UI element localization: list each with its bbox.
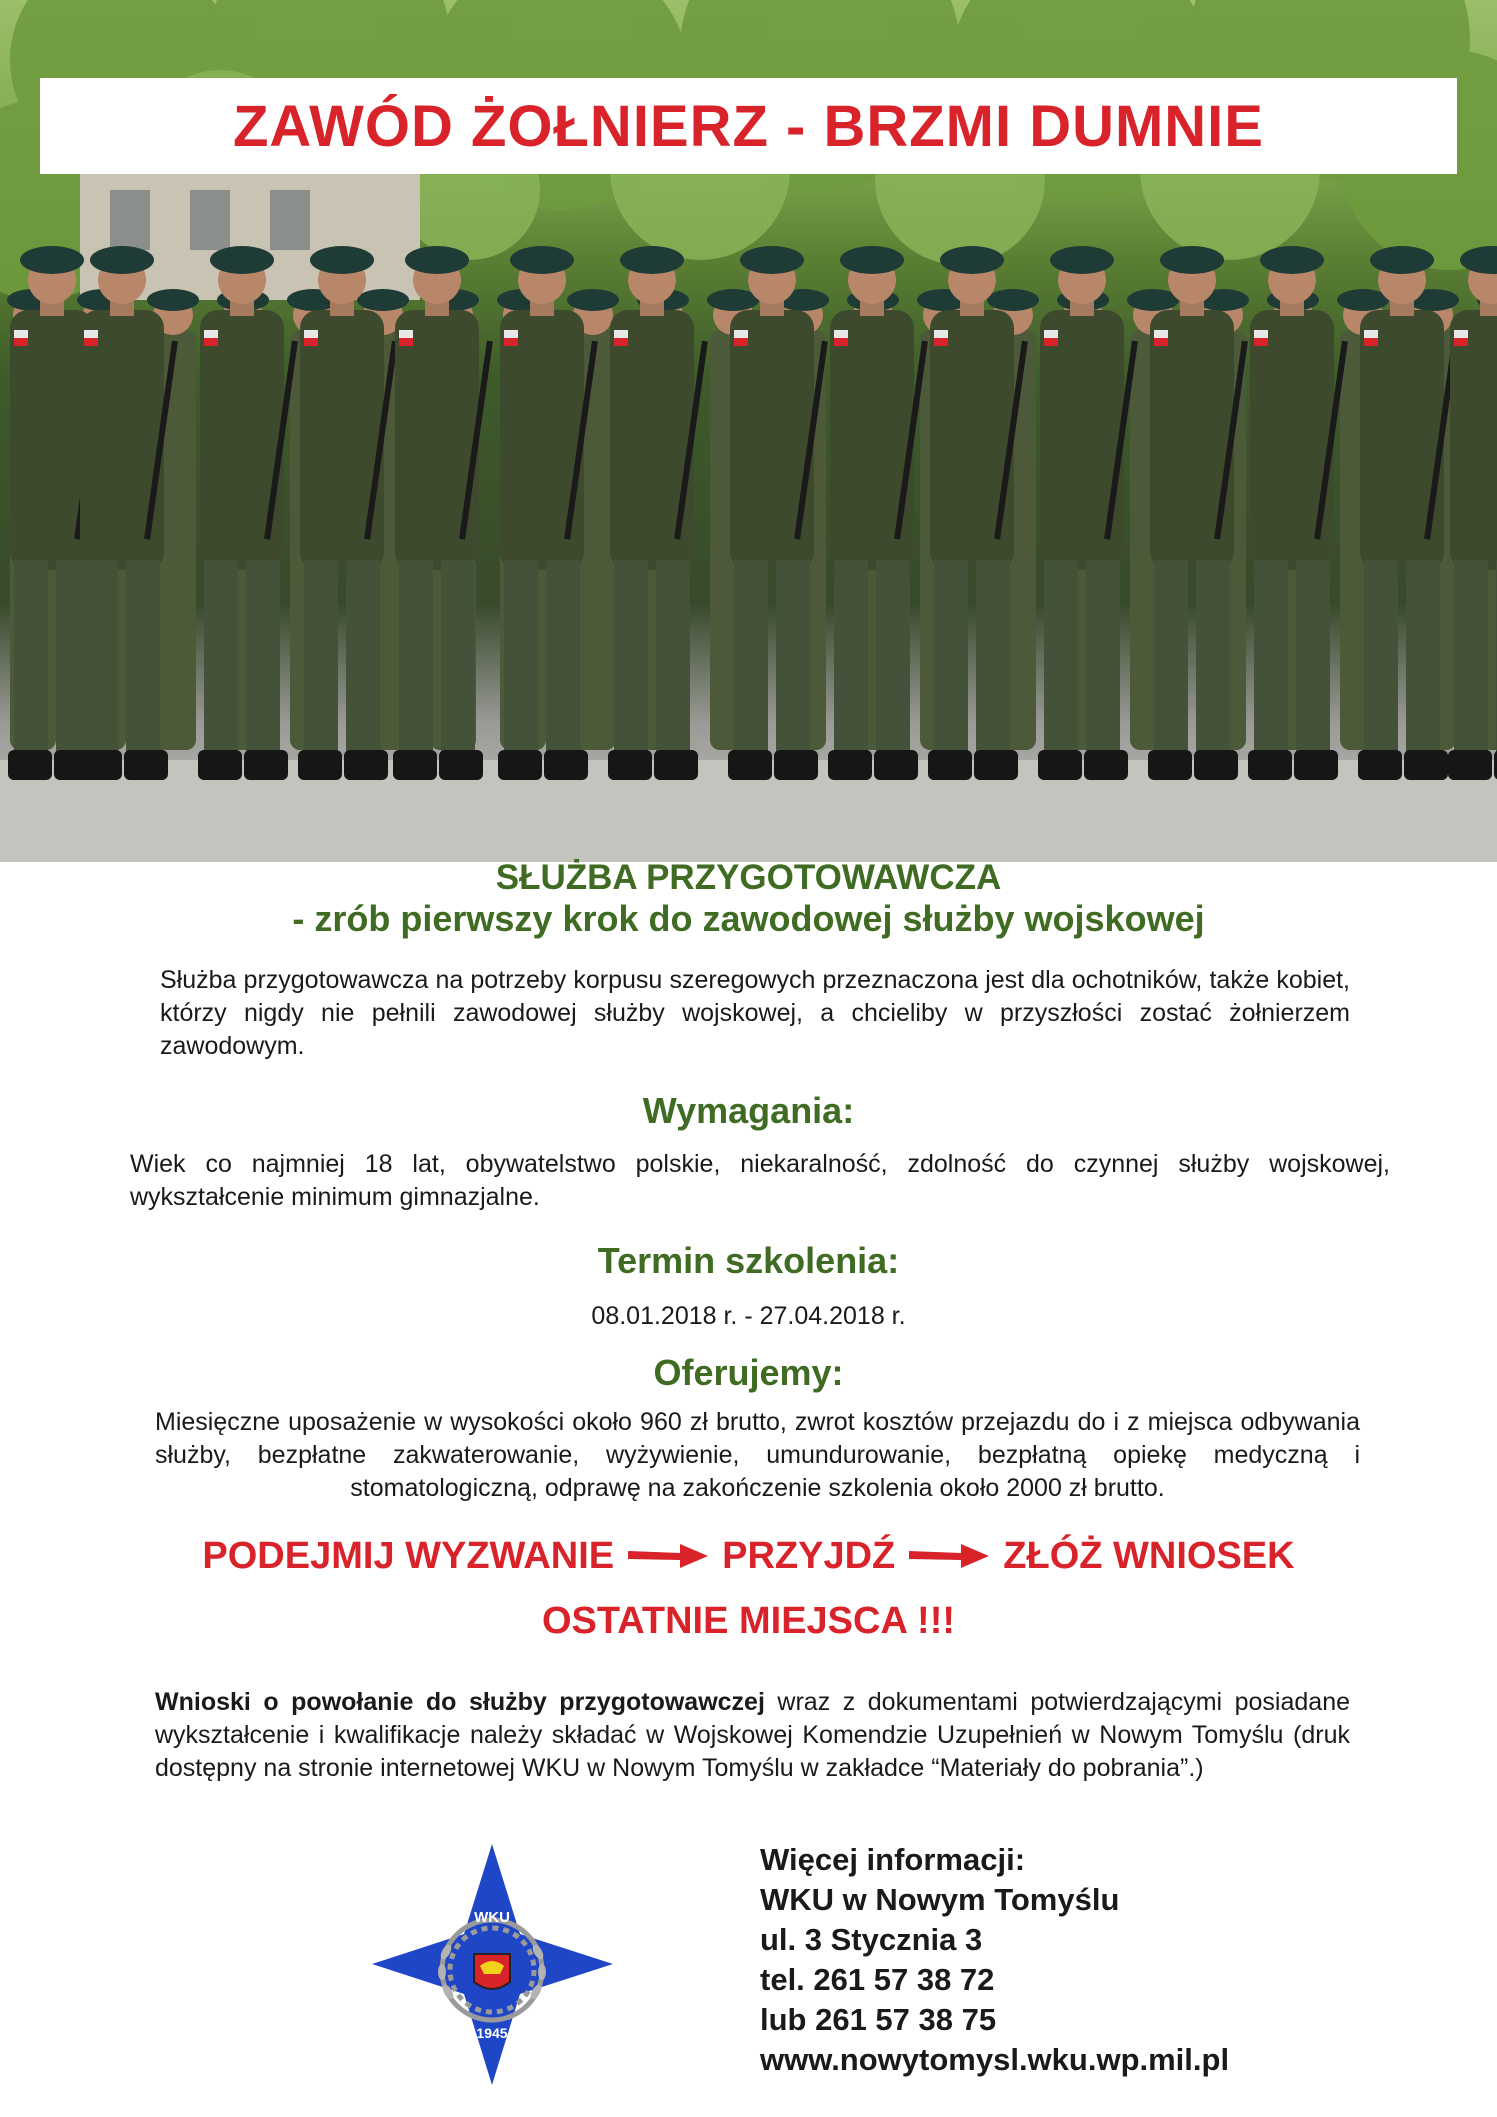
last-places-notice: OSTATNIE MIEJSCA !!!	[541, 1600, 956, 1642]
cta-step-challenge: PODEJMIJ WYZWANIE	[202, 1534, 615, 1577]
application-bold: Wnioski o powołanie do służby przygotowawczej	[155, 1688, 765, 1716]
offer-text: Miesięczne uposażenie w wysokości około 960 zł brutto, zwrot kosztów przejazdu do i z miejsca odbywania służby, bezpłatne zakwaterowanie, wyżywienie, umundurowanie, bezpłatną opiekę medyczną i stomatologiczną, odprawę na zakończenie szkolenia około 2000 zł brutto.	[155, 1408, 1360, 1502]
cta-step-apply: ZŁÓŻ WNIOSEK	[1003, 1534, 1295, 1577]
wku-emblem-icon	[370, 1842, 615, 2087]
offer-heading: Oferujemy:	[653, 1352, 844, 1393]
intro-paragraph: Służba przygotowawcza na potrzeby korpusu szeregowych przeznaczona jest dla ochotników, także kobiet, którzy nigdy nie pełnili zawodowej służby wojskowej, a chcieliby w przyszłości zostać żołnierzem zawodowym.	[160, 966, 1350, 1060]
training-heading: Termin szkolenia:	[597, 1240, 900, 1281]
application-paragraph	[155, 1686, 1350, 1785]
cta-row	[0, 1528, 1497, 1584]
page-title: ZAWÓD ŻOŁNIERZ - BRZMI DUMNIE	[232, 93, 1264, 159]
section-title: SŁUŻBA PRZYGOTOWAWCZA	[495, 858, 1002, 897]
requirements-text: Wiek co najmniej 18 lat, obywatelstwo polskie, niekaralność, zdolność do czynnej służby wojskowej, wykształcenie minimum gimnazjalne.	[130, 1150, 1390, 1211]
soldiers-photo	[0, 0, 1497, 862]
contact-heading: Więcej informacji:	[760, 1842, 1026, 1877]
contact-org: WKU w Nowym Tomyślu	[760, 1882, 1120, 1917]
contact-website[interactable]: www.nowytomysl.wku.wp.mil.pl	[760, 2042, 1230, 2077]
requirements-heading: Wymagania:	[642, 1090, 855, 1131]
title-band	[40, 78, 1457, 174]
cta-step-come: PRZYJDŹ	[722, 1534, 896, 1577]
logo-top-text: WKU	[474, 1909, 510, 1926]
logo-bottom-text: 1945	[476, 2025, 508, 2041]
application-rest: wraz z dokumentami potwierdzającymi posiadane wykształcenie i kwalifikacje należy składać w Wojskowej Komendzie Uzupełnień w Nowym Tomyślu (druk dostępny na stronie internetowej WKU w Nowym Tomyślu w zakładce “Materiały do pobrania”.)	[155, 1688, 1351, 1782]
contact-phone-1: tel. 261 57 38 72	[760, 1962, 995, 1997]
arrow-right-icon	[628, 1541, 708, 1571]
contact-phone-2: lub 261 57 38 75	[760, 2002, 997, 2037]
training-dates: 08.01.2018 r. - 27.04.2018 r.	[591, 1302, 906, 1330]
contact-block	[760, 1840, 1460, 2080]
contact-address: ul. 3 Stycznia 3	[760, 1922, 983, 1957]
section-subtitle: - zrób pierwszy krok do zawodowej służby wojskowej	[292, 898, 1205, 939]
arrow-right-icon	[909, 1541, 989, 1571]
